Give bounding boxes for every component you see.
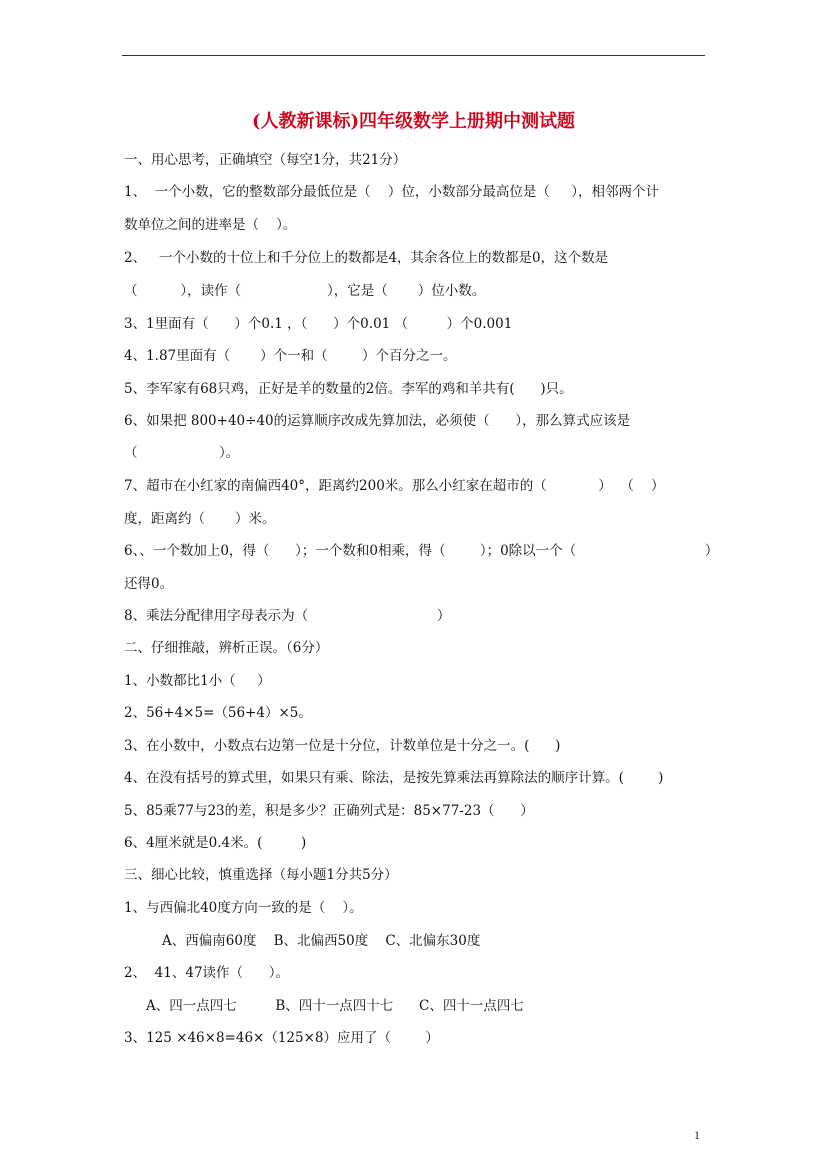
header-rule [122, 55, 705, 56]
question-line: 8、乘法分配律用字母表示为（ ） [124, 608, 451, 624]
question-line: 1、 一个小数，它的整数部分最低位是（ ）位，小数部分最高位是（ ），相邻两个计 [124, 184, 660, 200]
question-line: 2、56+4×5=（56+4）×5。 [124, 705, 312, 721]
question-line: 4、在没有括号的算式里，如果只有乘、除法，是按先算乘法再算除法的顺序计算。( ) [124, 770, 664, 786]
question-line: 还得0。 [124, 576, 174, 592]
question-line: 3、在小数中，小数点右边第一位是十分位，计数单位是十分之一。( ) [124, 738, 561, 754]
question-line: 6、、一个数加上0，得（ ）；一个数和0相乘，得（ ）；0除以一个（ ） [124, 543, 719, 559]
question-line: 5、85乘77与23的差，积是多少？正确列式是：85×77-23（ ） [124, 803, 534, 819]
question-line: 6、如果把 800+40÷40的运算顺序改成先算加法，必须使（ ），那么算式应该是 [124, 413, 631, 429]
question-line: 数单位之间的进率是（ ）。 [124, 217, 297, 233]
question-line: 5、李军家有68只鸡，正好是羊的数量的2倍。李军的鸡和羊共有( )只。 [124, 381, 573, 397]
section-2-heading: 二、仔细推敲，辨析正误。（6分） [124, 640, 329, 656]
page-title: (人教新课标)四年级数学上册期中测试题 [251, 111, 576, 132]
question-line: 1、小数都比1小（ ） [124, 673, 271, 689]
question-line: 2、 41、47读作（ ）。 [124, 965, 290, 981]
answer-options: A、四一点四七 B、四十一点四十七 C、四十一点四七 [146, 998, 524, 1014]
question-line: 2、 一个小数的十位上和千分位上的数都是4，其余各位上的数都是0，这个数是 [124, 250, 609, 266]
question-line: 3、1里面有（ ）个0.1 ，（ ）个0.01 （ ）个0.001 [124, 316, 513, 332]
question-line: 4、1.87里面有（ ）个一和（ ）个百分之一。 [124, 348, 457, 364]
answer-options: A、西偏南60度 B、北偏西50度 C、北偏东30度 [162, 933, 481, 949]
question-line: 7、超市在小红家的南偏西40°，距离约200米。那么小红家在超市的（ ） （ ） [124, 478, 665, 494]
question-line: （ ），读作（ ），它是（ ）位小数。 [124, 283, 486, 299]
page-number: 1 [694, 1128, 700, 1142]
section-3-heading: 三、细心比较，慎重选择（每小题1分共5分） [124, 867, 398, 883]
question-line: 1、与西偏北40度方向一致的是（ ）。 [124, 900, 363, 916]
question-line: （ ）。 [124, 445, 240, 461]
question-line: 度，距离约（ ）米。 [124, 511, 276, 527]
question-line: 3、125 ×46×8=46×（125×8）应用了（ ） [124, 1030, 439, 1046]
section-1-heading: 一、用心思考，正确填空（每空1分，共21分） [124, 152, 407, 168]
question-line: 6、4厘米就是0.4米。( ) [124, 835, 307, 851]
